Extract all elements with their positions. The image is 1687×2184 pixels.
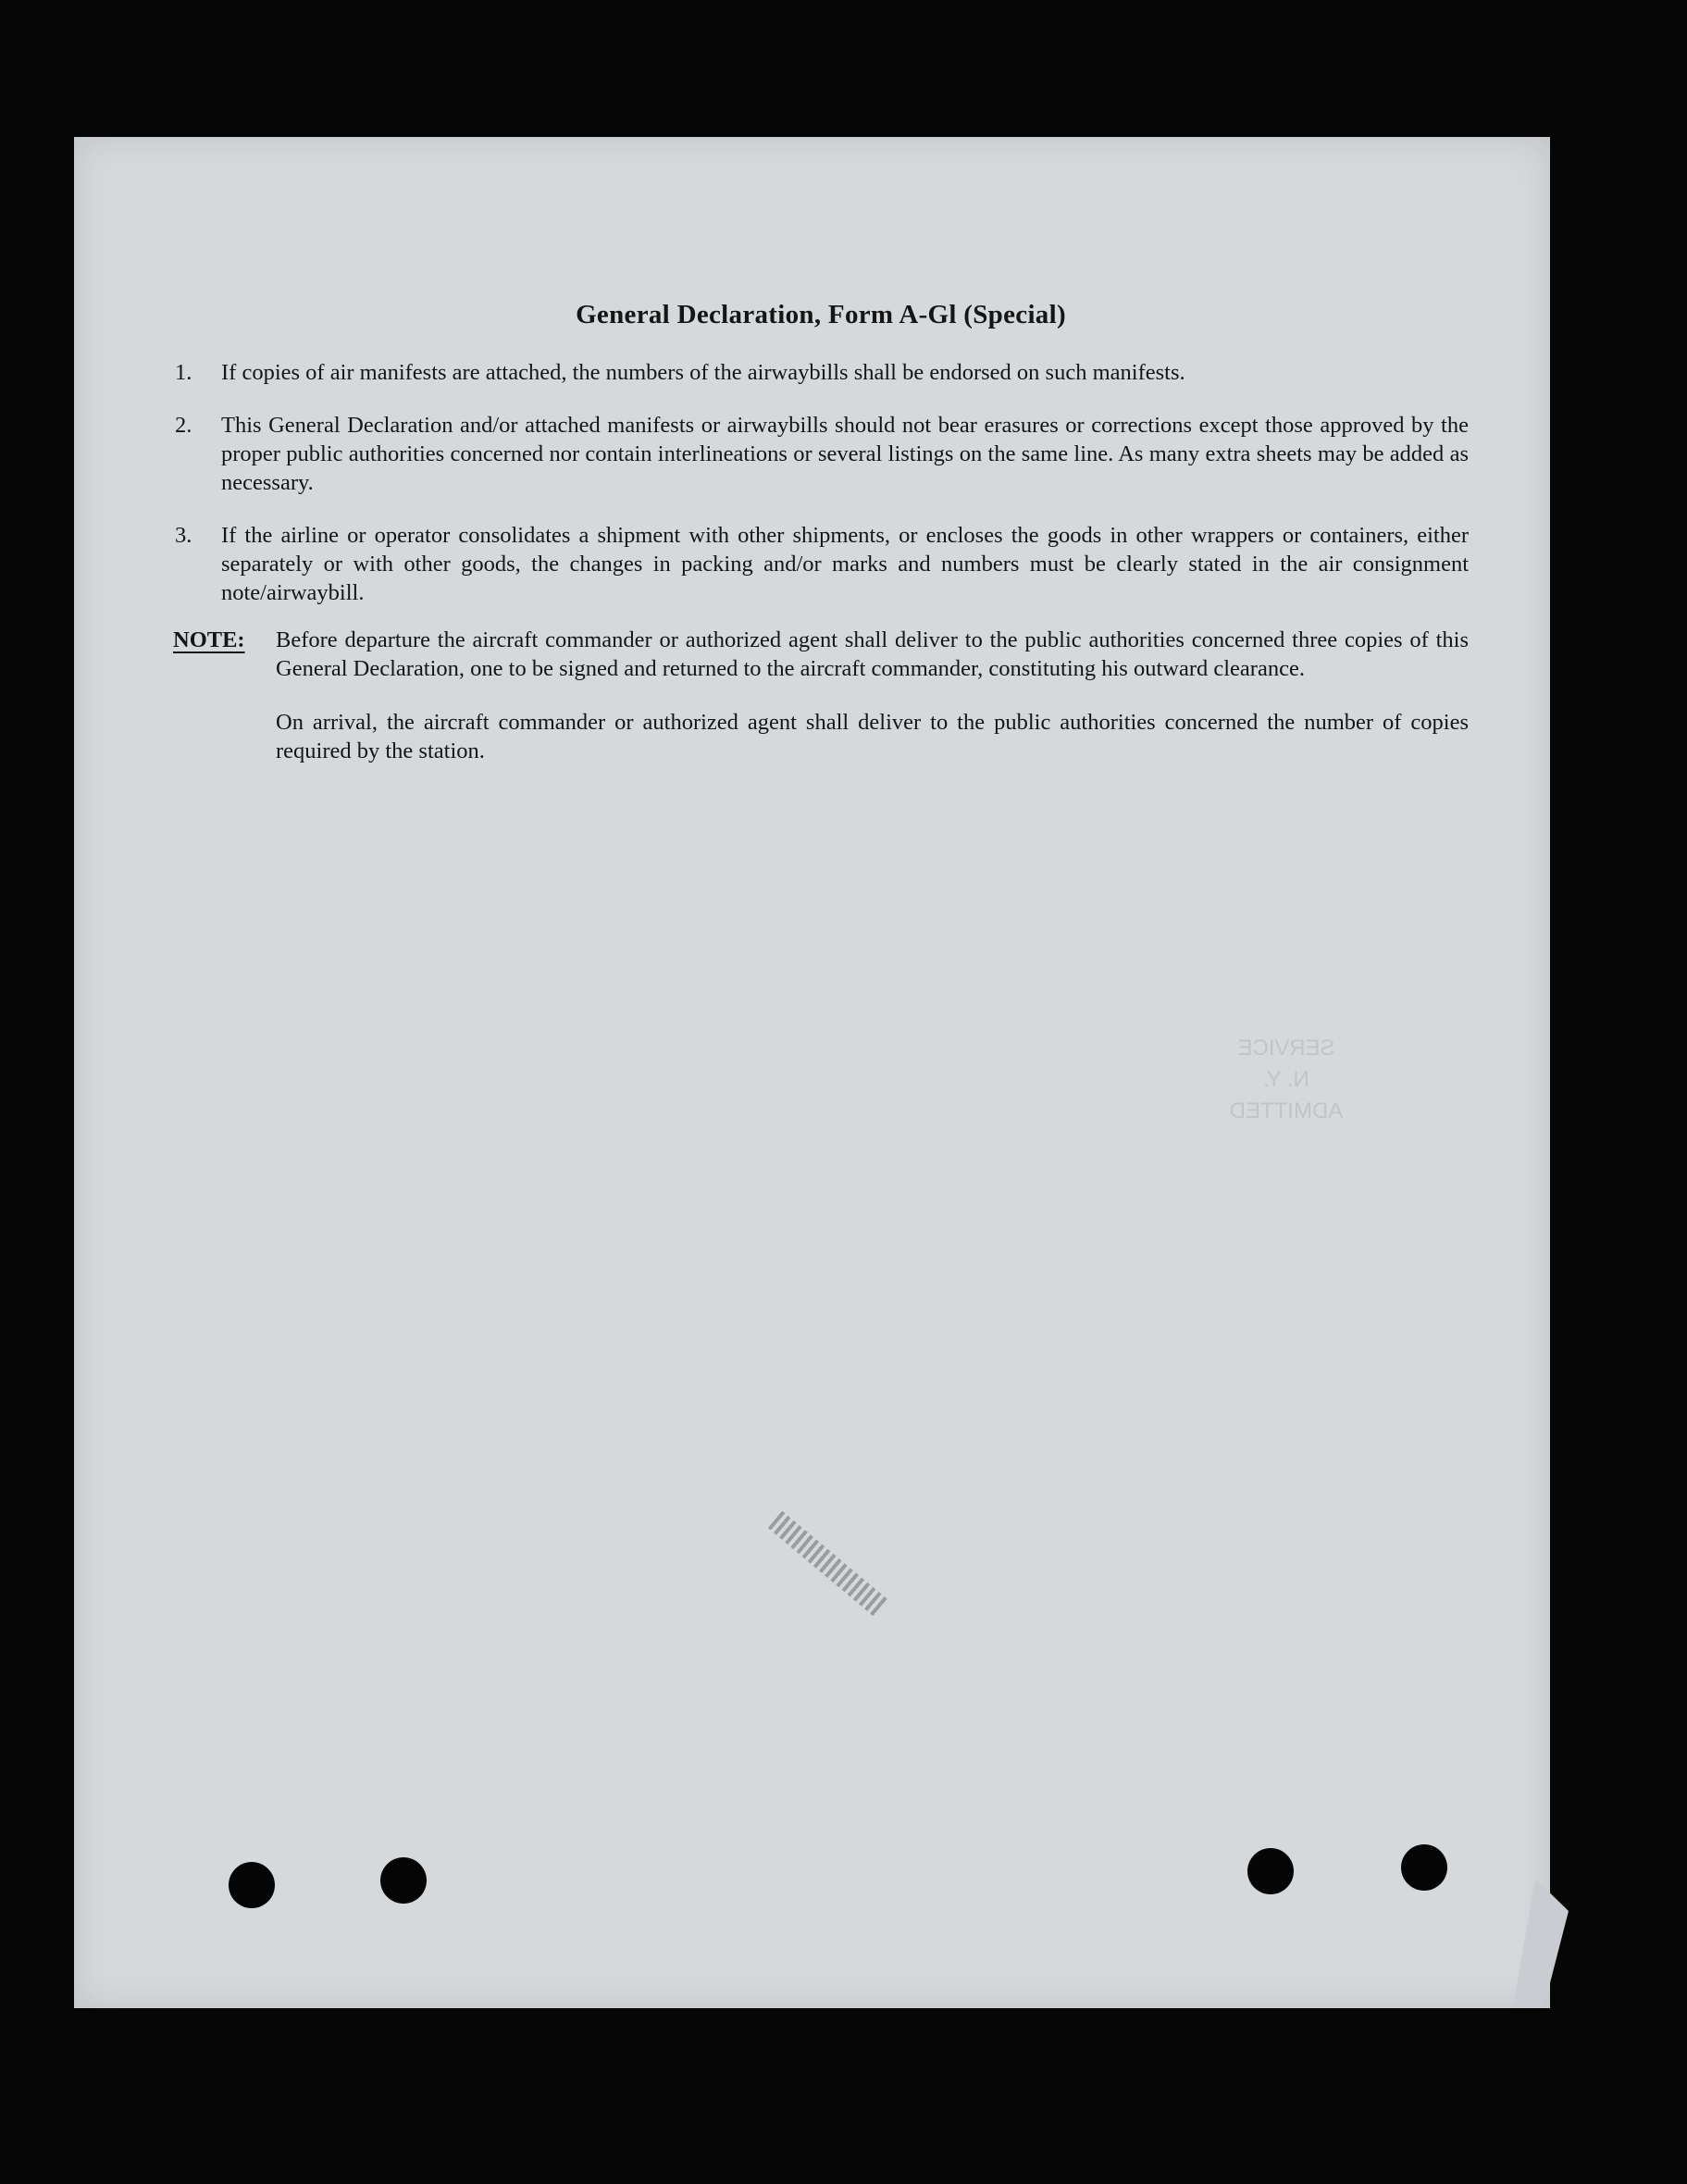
instruction-item: [173, 521, 1469, 607]
item-text: This General Declaration and/or attached manifests or airwaybills should not bear erasures or corrections except those approved by the proper public authorities concerned nor contain interlineations or several listings on the same line. As many extra sheets may be added as necessary.: [221, 413, 1469, 495]
item-number: 3.: [175, 523, 192, 548]
stamp-line: ADMITTED: [1229, 1098, 1344, 1123]
stamp-line: N. Y.: [1263, 1067, 1309, 1092]
page-title: General Declaration, Form A-Gl (Special): [576, 300, 1066, 329]
punch-hole: [229, 1862, 275, 1908]
folded-corner: [1513, 1879, 1569, 2008]
document-page: [74, 137, 1550, 2008]
note-body: [276, 626, 1469, 790]
punch-hole: [380, 1857, 427, 1904]
punch-hole: [1401, 1844, 1447, 1891]
item-number: 2.: [175, 413, 192, 438]
note-label: NOTE:: [173, 627, 245, 652]
stamp-line: SERVICE: [1237, 1036, 1335, 1061]
punch-hole: [1247, 1848, 1294, 1894]
instruction-item: [173, 411, 1469, 497]
instructions-block: [173, 300, 1469, 790]
item-text: If copies of air manifests are attached, the numbers of the airwaybills shall be endorsed on such manifests.: [221, 360, 1185, 385]
note-paragraph: On arrival, the aircraft commander or authorized agent shall deliver to the public authorities concerned the number of copies required by the station.: [276, 710, 1469, 763]
note-paragraph: Before departure the aircraft commander or authorized agent shall deliver to the public authorities concerned three copies of this General Declaration, one to be signed and returned to the aircraft commander, constituting his outward clearance.: [276, 627, 1469, 681]
item-text: If the airline or operator consolidates a shipment with other shipments, or encloses the goods in other wrappers or containers, either separately or with other goods, the changes in packing and/or marks and numbers must be clearly stated in the air consignment note/airwaybill.: [221, 523, 1469, 605]
item-number: 1.: [175, 360, 192, 385]
instruction-item: [173, 358, 1469, 387]
note-section: [173, 626, 1469, 790]
bleed-through-stamp: [1092, 1033, 1481, 1127]
ink-smudge: [768, 1511, 888, 1618]
